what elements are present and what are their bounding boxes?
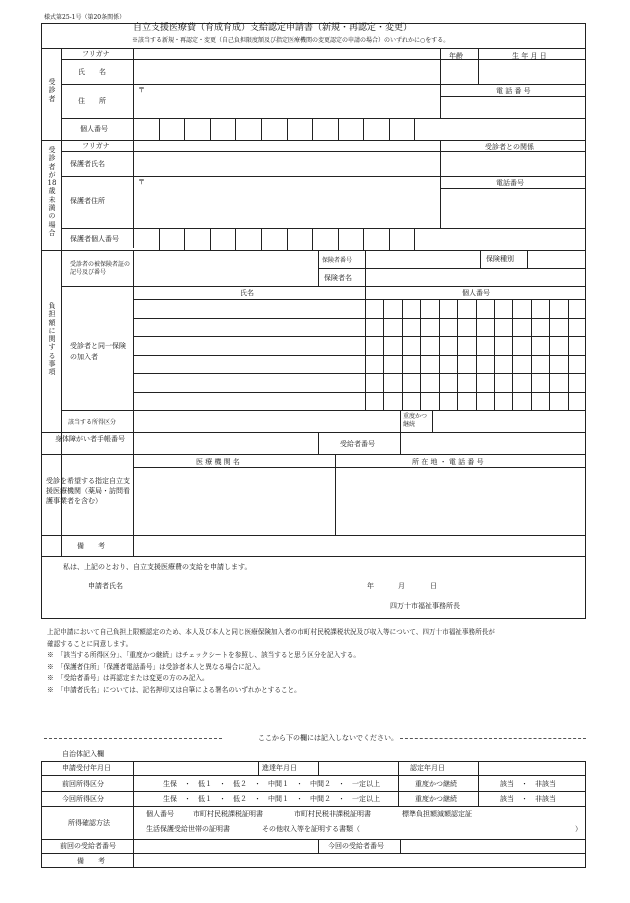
check-tax-cert: 市町村民税課税証明書 (193, 810, 263, 818)
member-row-divider (133, 318, 586, 319)
digit-cell-divider (287, 228, 288, 250)
digit-cell-divider (389, 228, 390, 250)
burden-section-label: 負担額に関する事項 (48, 302, 56, 377)
severe-label: 重度かつ継続 (403, 413, 428, 428)
digit-cell-divider (363, 118, 364, 140)
same-insurance-label-1 (70, 341, 128, 363)
same-insurance-text: 受診者と同一保険の加入者 (70, 342, 126, 361)
patient-name-label: 氏 名 (78, 68, 106, 76)
prev-income-label: 前回所得区分 (62, 780, 104, 788)
insurer-number-label: 保険者番号 (322, 257, 353, 264)
member-digit-divider (568, 299, 569, 410)
digit-cell-divider (210, 228, 211, 250)
insurer-name-label: 保険者名 (324, 274, 352, 282)
digit-cell-divider (261, 118, 262, 140)
digit-cell-divider (159, 118, 160, 140)
digit-cell-divider (235, 118, 236, 140)
date-month: 月 (398, 582, 405, 590)
received-date-label: 申請受付年月日 (62, 764, 111, 772)
digit-cell-divider (338, 228, 339, 250)
digit-cell-divider (235, 228, 236, 250)
digit-cell-divider (363, 228, 364, 250)
member-digit-divider (512, 299, 513, 410)
digit-cell-divider (261, 228, 262, 250)
digit-cell-divider (287, 118, 288, 140)
digit-cell-divider (414, 118, 415, 140)
note-line: ※ 「該当する所得区分」、「重度かつ継続」はチェックシートを参照し、該当すると思う区分を記入する。 (47, 651, 360, 660)
curr-income-options: 生保 ・ 低１ ・ 低２ ・ 中間１ ・ 中間２ ・ 一定以上 (163, 795, 380, 803)
guardian-my-number-label: 保護者個人番号 (70, 235, 119, 243)
digit-cell-divider (312, 118, 313, 140)
patient-phone-label: 電 話 番 号 (496, 87, 531, 95)
note-line: ※ 「申請者氏名」については、記名押印又は自筆による署名のいずれかとすること。 (47, 686, 301, 694)
digit-cell-divider (159, 228, 160, 250)
member-name-header: 氏名 (240, 289, 254, 297)
income-check-label: 所得確認方法 (68, 819, 110, 827)
guardian-section-label: 受診者が18歳未満の場合 (47, 146, 57, 237)
prev-severe-label: 重度かつ継続 (415, 780, 457, 788)
date-year: 年 (367, 582, 374, 590)
office-name: 四万十市福祉事務所長 (390, 602, 460, 610)
office-use-heading: 自治体記入欄 (62, 750, 104, 758)
member-digit-divider (494, 299, 495, 410)
recipient-number-label: 受給者番号 (340, 440, 375, 448)
applicant-name-label: 申請者氏名 (88, 582, 123, 590)
note-line: ※ 「受給者番号」は再認定または変更の方のみ記入。 (47, 674, 209, 683)
check-my-number: 個人番号 (146, 810, 174, 818)
check-close-paren: ） (575, 825, 582, 833)
member-number-header: 個人番号 (462, 289, 490, 297)
guardian-postal-mark: 〒 (138, 178, 145, 186)
prev-income-options: 生保 ・ 低１ ・ 低２ ・ 中間１ ・ 中間２ ・ 一定以上 (163, 780, 380, 788)
curr-applies: 該当 ・ 非該当 (500, 795, 556, 803)
insurance-type-label: 保険種別 (486, 255, 514, 263)
guardian-address-label: 保護者住所 (70, 197, 105, 205)
check-nontax-cert: 市町村民税非課税証明書 (294, 810, 371, 818)
guardian-relation-label: 受診者との関係 (485, 143, 534, 151)
note-line: ※ 「保護者住所」「保護者電話番号」は受診者本人と異なる場合に記入。 (47, 662, 265, 671)
form-title: 自立支援医療費（育成育成）支給認定申請書（新規・再認定・変更） (133, 23, 413, 33)
prev-applies: 該当 ・ 非該当 (500, 780, 556, 788)
note-line: 上記申請において自己負担上限額認定のため、本人及び本人と同じ医療保険加入者の市町村民税課税状況及び収入等について、四万十市福祉事務所長が (47, 628, 495, 636)
curr-recipient-label: 今回の受給者番号 (328, 842, 384, 850)
form-subtitle: ※該当する新規・再認定・変更（自己負担限度額及び指定医療機関の変更認定の申請の場合）のいずれかに○をする。 (132, 37, 450, 44)
disability-book-label: 身体障がい者手帳番号 (55, 435, 125, 443)
sent-date-label: 進達年月日 (262, 764, 297, 772)
hospital-address-header: 所 在 地 ・ 電 話 番 号 (412, 458, 484, 466)
member-digit-divider (549, 299, 550, 410)
insured-symbol-text: 受診者の被保険者証の記号及び番号 (70, 261, 131, 276)
patient-my-number-label: 個人番号 (80, 125, 108, 133)
approved-date-label: 認定年月日 (410, 764, 445, 772)
guardian-phone-label: 電話番号 (496, 179, 524, 187)
digit-cell-divider (210, 118, 211, 140)
digit-cell-divider (414, 228, 415, 250)
member-row-divider (133, 373, 586, 374)
patient-section-label: 受診者 (48, 78, 56, 103)
member-digit-divider (531, 299, 532, 410)
hospital-name-header: 医 療 機 関 名 (196, 458, 240, 466)
member-row-divider (133, 355, 586, 356)
digit-cell-divider (389, 118, 390, 140)
hospital-label: 受診を希望する指定自立支援医療機関（薬局・訪問看護事業者を含む） (46, 477, 130, 505)
curr-income-label: 今回所得区分 (62, 795, 104, 803)
member-digit-divider (439, 299, 440, 410)
patient-address-label: 住 所 (78, 97, 106, 105)
digit-cell-divider (184, 228, 185, 250)
digit-cell-divider (338, 118, 339, 140)
office-remarks-label: 備 考 (77, 857, 105, 865)
member-digit-divider (457, 299, 458, 410)
remarks-label: 備 考 (77, 542, 105, 550)
insured-symbol-label (70, 261, 130, 277)
patient-dob-label: 生 年 月 日 (512, 52, 547, 60)
digit-cell-divider (312, 228, 313, 250)
check-reduction-cert: 標準負担額減額認定証 (402, 810, 472, 818)
declaration-text: 私は、上記のとおり、自立支援医療費の支給を申請します。 (63, 563, 252, 571)
digit-cell-divider (184, 118, 185, 140)
member-digit-divider (402, 299, 403, 410)
check-welfare-cert: 生活保護受給世帯の証明書 (146, 825, 230, 833)
member-digit-divider (383, 299, 384, 410)
patient-postal-mark: 〒 (138, 86, 145, 94)
member-row-divider (133, 336, 586, 337)
member-digit-divider (420, 299, 421, 410)
prev-recipient-label: 前回の受給者番号 (60, 842, 116, 850)
main-form-frame (41, 23, 586, 619)
patient-furigana-label: フリガナ (82, 50, 110, 58)
curr-severe-label: 重度かつ継続 (415, 795, 457, 803)
guardian-furigana-label: フリガナ (82, 142, 110, 150)
cut-line-text: ここから下の欄には記入しないでください。 (258, 734, 398, 742)
check-other-docs: その他収入等を証明する書類（ (262, 825, 360, 833)
guardian-name-label: 保護者氏名 (70, 160, 105, 168)
note-line: 確認することに同意します。 (47, 639, 133, 648)
member-digit-divider (476, 299, 477, 410)
patient-age-label: 年齢 (449, 52, 463, 60)
member-row-divider (133, 392, 586, 393)
income-class-label: 該当する所得区分 (68, 419, 117, 426)
form-number: 様式第25-1号（第20条関係） (44, 14, 126, 21)
date-day: 日 (430, 582, 437, 590)
